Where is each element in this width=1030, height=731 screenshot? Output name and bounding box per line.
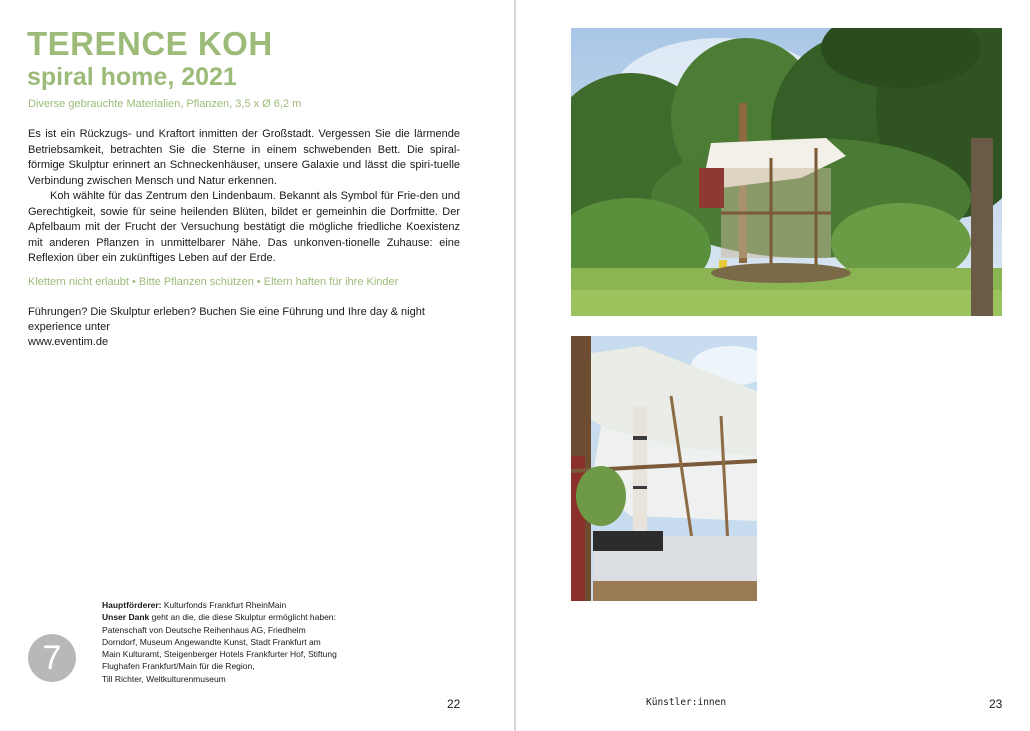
credits-block xyxy=(102,599,387,685)
credits-line: Till Richter, Weltkulturenmuseum xyxy=(102,673,226,684)
credits-line: Main Kulturamt, Steigenberger Hotels Frankfurter Hof, Stiftung xyxy=(102,649,337,660)
credits-line: Dorndorf, Museum Angewandte Kunst, Stadt Frankfurt am xyxy=(102,636,321,647)
tour-booking-link[interactable]: www.eventim.de xyxy=(28,336,109,348)
left-page xyxy=(0,0,514,731)
artwork-materials: Diverse gebrauchte Materialien, Pflanzen, 3,5 x Ø 6,2 m xyxy=(28,98,302,110)
sponsor-value: Kulturfonds Frankfurt RheinMain xyxy=(161,600,287,610)
thanks-line xyxy=(102,611,387,623)
visitor-rules: Klettern nicht erlaubt • Bitte Pflanzen schützen • Eltern haften für ihre Kinder xyxy=(28,276,399,288)
right-page xyxy=(516,0,1030,731)
artist-name: TERENCE KOH xyxy=(27,25,273,62)
tour-text: Führungen? Die Skulptur erleben? Buchen Sie eine Führung und Ihre day & night experience unter xyxy=(28,306,425,333)
section-label: Künstler:innen xyxy=(646,697,727,708)
artwork-description xyxy=(28,127,460,267)
page-number-left: 22 xyxy=(447,697,461,711)
thanks-label: Unser Dank xyxy=(102,612,150,623)
credits-line: Patenschaft von Deutsche Reihenhaus AG, Friedhelm xyxy=(102,624,306,635)
artwork-title: spiral home, 2021 xyxy=(27,63,237,91)
description-paragraph-1: Es ist ein Rückzugs- und Kraftort inmitten der Großstadt. Vergessen Sie die lärmende Betriebsamkeit, betrachten Sie die Sterne in einem schwebenden Bett. Die spiral-förmige Skulptur erinnert an Schneckenhäuser, unsere Galaxie und lässt die spiri-tuelle Verbindung zwischen Mensch und Natur erkennen. xyxy=(28,128,460,187)
artwork-number-badge: 7 xyxy=(28,634,76,682)
sponsor-label: Hauptförderer: xyxy=(102,600,162,610)
page-number-right: 23 xyxy=(989,697,1003,711)
sculpture-garden-photo xyxy=(571,28,1002,316)
sculpture-bed-photo xyxy=(571,336,757,601)
thanks-text: geht an die, die diese Skulptur ermöglicht haben: xyxy=(149,612,336,623)
tour-info xyxy=(28,305,468,350)
sponsor-line xyxy=(102,599,387,611)
credits-line: Flughafen Frankfurt/Main für die Region, xyxy=(102,661,255,672)
description-paragraph-2: Koh wählte für das Zentrum den Lindenbaum. Bekannt als Symbol für Frie-den und Gerechtigkeit, sowie für seine heilenden Blüten, bildet er gemeinhin die Dorfmitte. Der Apfelbaum mit der Frucht der Versuchung bestätigt die mögliche friedliche Koexistenz mit anderen Pflanzen in unmittelbarer Nähe. Das unkonven-tionelle Zuhause: eine Reflexion über ein zukünftiges Leben auf der Erde. xyxy=(28,190,460,264)
